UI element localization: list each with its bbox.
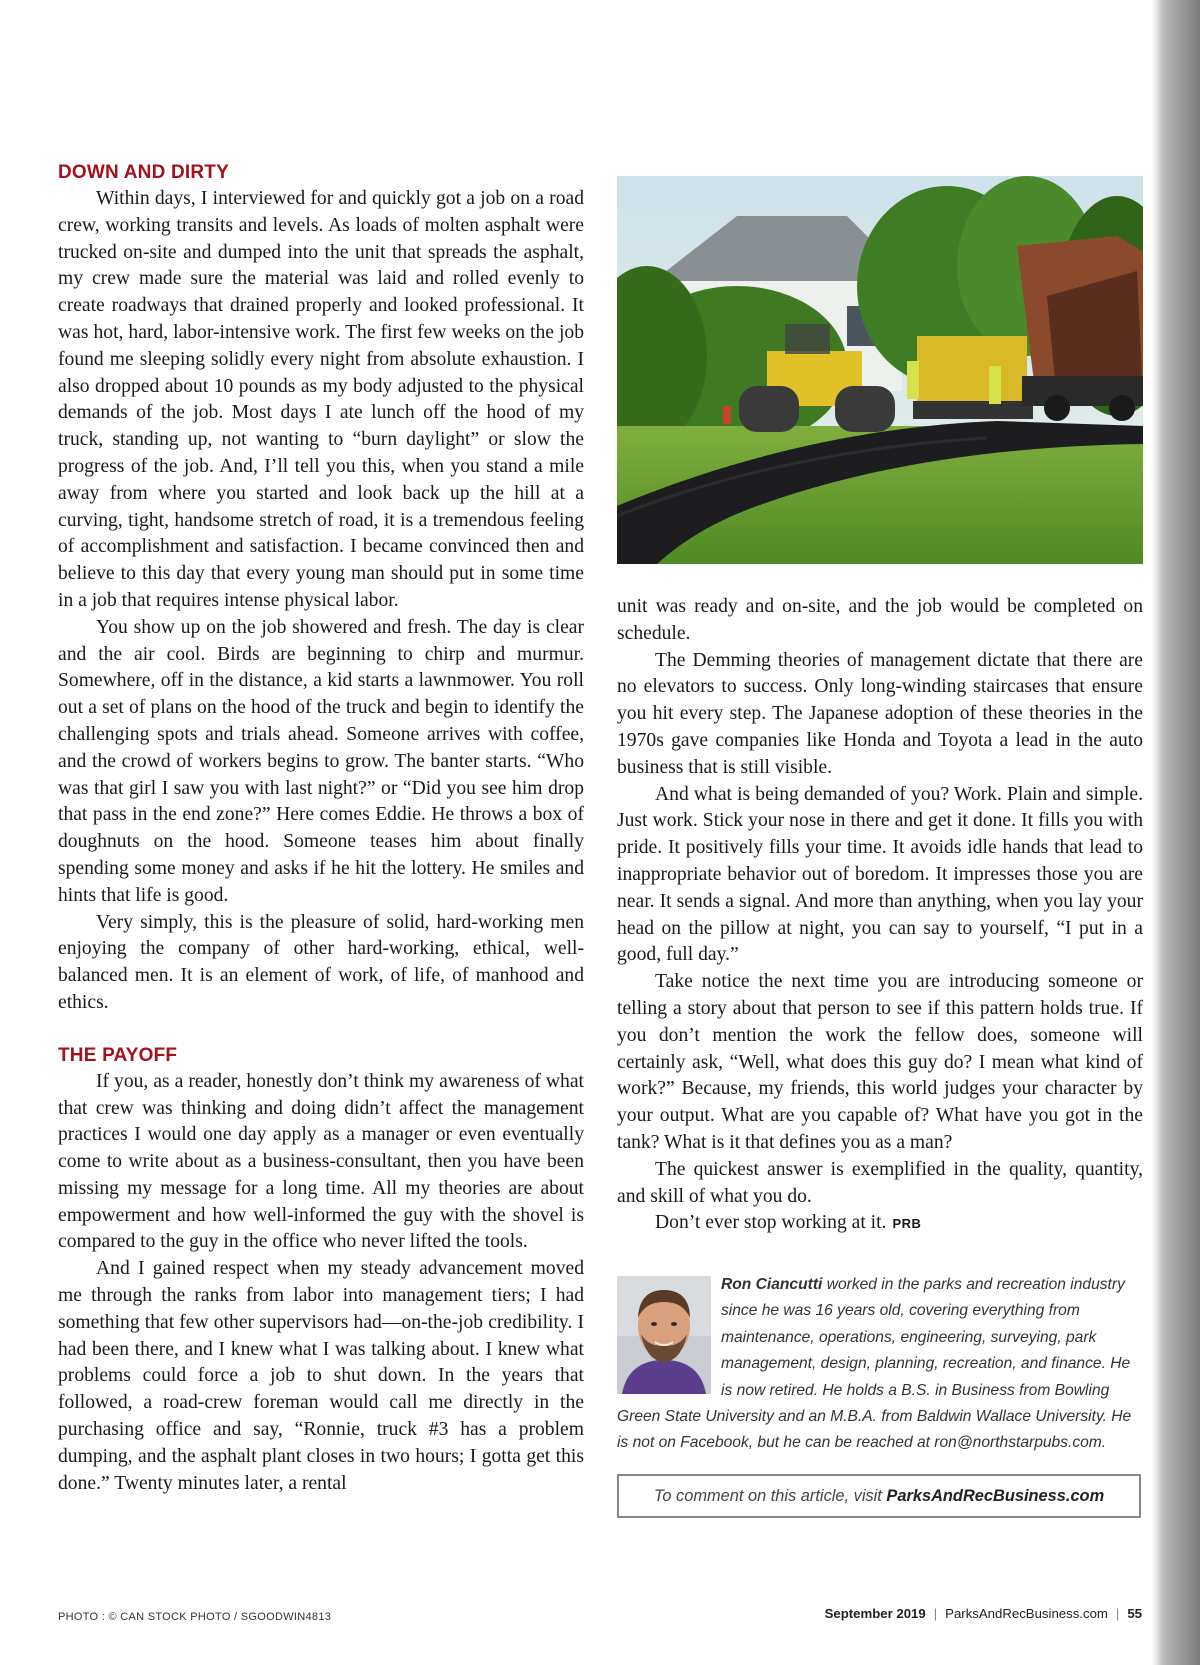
body-paragraph: Within days, I interviewed for and quickly got a job on a road crew, working transits and levels. As loads of molten asphalt were trucked on-site and dumped into the unit that spreads the asphalt, my crew made sure the material was laid and rolled evenly to create roadways that drained properly and looked professional. It was hot, hard, labor-intensive work. The first few weeks on the job found me sleeping solidly every night from absolute exhaustion. I also dropped about 10 pounds as my body adjusted to the physical demands of the job. Most days I ate lunch off the hood of my truck, standing up, not wanting to “burn daylight” or slow the progress of the job. And, I’ll tell you this, when you stand a mile away from where you started and look back up the hill at a curving, tight, handsome stretch of road, it is a tremendous feeling of accomplishment and satisfaction. I became convinced then and believe to this day that every young man should put in some time in a job that requires intense physical labor.: [58, 188, 584, 611]
page-footer: [825, 1606, 1142, 1621]
author-bio-text: worked in the parks and recreation industry since he was 16 years old, covering everything from maintenance, operations, engineering, surveying, park management, design, planning, recreation, and finance. He is now retired. He holds a B.S. in Business from Bowling Green State University and an M.B.A. from Baldwin Wallace University. He is not on Facebook, but he can be reached at ron@northstarpubs.com.: [617, 1276, 1132, 1452]
body-paragraph: The quickest answer is exemplified in the quality, quantity, and skill of what you do.: [617, 1158, 1143, 1207]
road-paving-illustration: [617, 176, 1143, 564]
body-paragraph-continuation: unit was ready and on-site, and the job would be completed on schedule.: [617, 596, 1143, 644]
issue-month: September 2019: [824, 1606, 926, 1621]
body-paragraph: And what is being demanded of you? Work. Plain and simple. Just work. Stick your nose in there and get it done. It fills you with pride. It positively fills your time. It avoids idle hands that lead to inappropriate behavior out of boredom. It impresses those you are near. It sends a signal. And more than anything, when you lay your head on the pillow at night, you can say to yourself, “I put in a good, full day.”: [617, 783, 1143, 966]
left-column: [58, 160, 584, 1497]
author-name: Ron Ciancutti: [721, 1276, 823, 1293]
body-paragraph: And I gained respect when my steady advancement moved me through the ranks from labor into management tiers; I had something that few other supervisors had—on-the-job credibility. I had been there, and I knew what I was talking about. I knew what problems could force a job to shut down. In the years that followed, a road-crew foreman would call me directly in the purchasing office and say, “Ronnie, truck #3 has a problem dumping, and the asphalt plant closes in two hours; I gotta get this done.” Twenty minutes later, a rental: [58, 1258, 584, 1494]
comment-site-link[interactable]: ParksAndRecBusiness.com: [886, 1487, 1105, 1505]
footer-site[interactable]: ParksAndRecBusiness.com: [945, 1606, 1108, 1621]
page-edge-shadow: [1152, 0, 1200, 1665]
body-paragraph: Take notice the next time you are introducing someone or telling a story about that person to see if this pattern holds true. If you don’t mention the work the fellow does, someone will certainly ask, “Well, what does this guy do? I mean what kind of work?” Because, my friends, this world judges your character by your output. What are you capable of? What have you got in the tank? What is it that defines you as a man?: [617, 971, 1143, 1153]
comment-callout: [617, 1474, 1141, 1518]
road-paving-photo: [617, 176, 1143, 564]
body-paragraph: The Demming theories of management dictate that there are no elevators to success. Only long-winding staircases that ensure you hit every step. The Japanese adoption of these theories in the 1970s gave companies like Honda and Toyota a lead in the auto business that is still visible.: [617, 649, 1143, 778]
closing-paragraph: [617, 1210, 1143, 1238]
body-paragraph: If you, as a reader, honestly don’t think my awareness of what that crew was thinking and doing didn’t affect the management practices I would one day apply as a manager or even eventually come to write about as a business-consultant, then you have been missing my message for a long time. All my theories are about empowerment and how well-informed the guy with the shovel is compared to the guy in the office who never lifted the tools.: [58, 1070, 584, 1253]
end-mark: PRB: [892, 1216, 922, 1232]
right-column: [617, 594, 1143, 1238]
photo-credit: PHOTO : © CAN STOCK PHOTO / SGOODWIN4813: [58, 1611, 332, 1623]
footer-separator: |: [933, 1606, 938, 1621]
author-portrait: [617, 1276, 711, 1394]
body-paragraph: Very simply, this is the pleasure of solid, hard-working men enjoying the company of other hard-working, ethical, well-balanced men. It is an element of work, of life, of manhood and ethics.: [58, 911, 584, 1013]
section-heading-the-payoff: THE PAYOFF: [58, 1044, 178, 1066]
page-number: 55: [1127, 1606, 1142, 1621]
body-paragraph: You show up on the job showered and fresh. The day is clear and the air cool. Birds are beginning to chirp and murmur. Somewhere, off in the distance, a kid starts a lawnmower. You roll out a set of plans on the hood of the truck and begin to identify the challenging spots and trials ahead. Someone arrives with coffee, and the crowd of workers begins to grow. The banter starts. “Who was that girl I saw you with last night?” or “Did you see him drop that pass in the end zone?” Here comes Eddie. He throws a box of doughnuts on the hood. Someone teases him about finally spending some money and asks if he hit the lottery. He smiles and hints that life is good.: [58, 616, 584, 906]
comment-prefix: To comment on this article, visit: [653, 1487, 887, 1505]
author-photo: [617, 1276, 711, 1394]
footer-separator: |: [1115, 1606, 1120, 1621]
section-heading-down-and-dirty: DOWN AND DIRTY: [58, 162, 229, 183]
closing-line: Don’t ever stop working at it.: [655, 1212, 887, 1234]
author-bio: [617, 1272, 1145, 1457]
